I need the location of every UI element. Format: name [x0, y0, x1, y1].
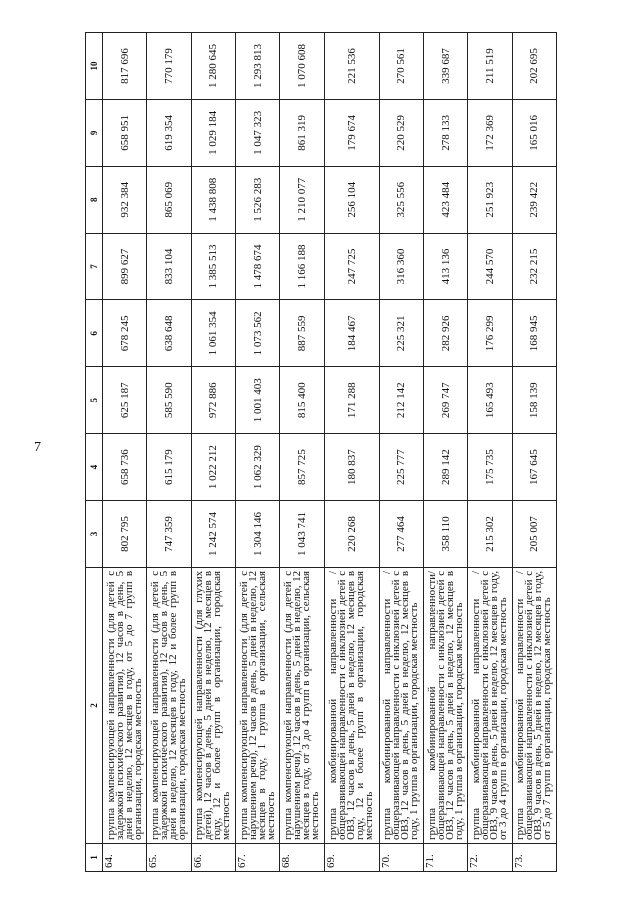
value-cell: 1 210 077 — [280, 166, 324, 233]
value-cell: 211 519 — [468, 33, 512, 100]
column-header: 10 — [86, 33, 103, 100]
row-description: группа компенсирующей направленности (для детей с задержкой психического развития), 12 часов в день, 5 дней в неделю, 12 месяцев в году, от 5 до 7 групп в организации, городская местность — [103, 567, 147, 843]
value-cell: 220 268 — [324, 501, 379, 568]
value-cell: 1 526 283 — [235, 166, 279, 233]
value-cell: 278 133 — [423, 99, 467, 166]
row-number: 65. — [147, 843, 191, 871]
table-row — [191, 33, 235, 872]
value-cell: 1 047 323 — [235, 99, 279, 166]
value-cell: 1 029 184 — [191, 99, 235, 166]
value-cell: 972 886 — [191, 367, 235, 434]
value-cell: 678 245 — [103, 300, 147, 367]
value-cell: 1 061 354 — [191, 300, 235, 367]
page-number: 7 — [34, 440, 41, 455]
value-cell: 215 302 — [468, 501, 512, 568]
cost-table — [85, 32, 557, 872]
value-cell: 168 945 — [512, 300, 556, 367]
value-cell: 167 645 — [512, 434, 556, 501]
value-cell: 220 529 — [379, 99, 423, 166]
table-header-row — [86, 33, 103, 872]
column-header: 7 — [86, 233, 103, 300]
value-cell: 165 493 — [468, 367, 512, 434]
row-number: 64. — [103, 843, 147, 871]
row-number: 69. — [324, 843, 379, 871]
value-cell: 585 590 — [147, 367, 191, 434]
table-row — [103, 33, 147, 872]
rotated-table-container — [85, 32, 557, 872]
row-number: 68. — [280, 843, 324, 871]
value-cell: 239 422 — [512, 166, 556, 233]
value-cell: 247 725 — [324, 233, 379, 300]
value-cell: 423 484 — [423, 166, 467, 233]
value-cell: 1 478 674 — [235, 233, 279, 300]
row-description: группа комбинированной направленности / общеразвивающей направленности с инклюзией детей с ОВЗ, 9 часов в день, 5 дней в неделю, 12 месяцев в году, от 3 до 4 групп в организации, городская местность — [468, 567, 512, 843]
value-cell: 225 777 — [379, 434, 423, 501]
value-cell: 747 359 — [147, 501, 191, 568]
column-header: 9 — [86, 99, 103, 166]
value-cell: 802 795 — [103, 501, 147, 568]
value-cell: 638 648 — [147, 300, 191, 367]
row-number: 71. — [423, 843, 467, 871]
value-cell: 817 696 — [103, 33, 147, 100]
column-header: 8 — [86, 166, 103, 233]
value-cell: 158 139 — [512, 367, 556, 434]
value-cell: 270 561 — [379, 33, 423, 100]
value-cell: 232 215 — [512, 233, 556, 300]
value-cell: 316 360 — [379, 233, 423, 300]
value-cell: 172 369 — [468, 99, 512, 166]
value-cell: 269 747 — [423, 367, 467, 434]
row-number: 72. — [468, 843, 512, 871]
row-description: группа компенсирующей направленности (для детей с задержкой психического развития), 12 часов в день, 5 дней в неделю, 12 месяцев в году, 12 и более групп в организации, городская местность — [147, 567, 191, 843]
value-cell: 1 293 813 — [235, 33, 279, 100]
row-description: группа комбинированной направленности / общеразвивающей направленности с инклюзией детей с ОВЗ, 12 часов в день, 5 дней в неделю, 12 месяцев в году, 12 и более групп в организации, городская местность — [324, 567, 379, 843]
value-cell: 221 536 — [324, 33, 379, 100]
value-cell: 1 001 403 — [235, 367, 279, 434]
row-description: группа комбинированной направленности/ общеразвивающей направленности с инклюзией детей с ОВЗ, 12 часов в день, 5 дней в неделю, 12 месяцев в году, 1 группа в организации, городская местность — [423, 567, 467, 843]
table-row — [423, 33, 467, 872]
value-cell: 282 926 — [423, 300, 467, 367]
value-cell: 171 288 — [324, 367, 379, 434]
table-row — [147, 33, 191, 872]
value-cell: 1 385 513 — [191, 233, 235, 300]
value-cell: 358 110 — [423, 501, 467, 568]
value-cell: 205 007 — [512, 501, 556, 568]
row-number: 70. — [379, 843, 423, 871]
table-row — [324, 33, 379, 872]
value-cell: 179 674 — [324, 99, 379, 166]
row-number: 67. — [235, 843, 279, 871]
value-cell: 833 104 — [147, 233, 191, 300]
value-cell: 1 242 574 — [191, 501, 235, 568]
row-description: группа компенсирующей направленности (для глухих детей), 12 часов в день, 5 дней в неделю, 12 месяцев в году, 12 и более групп в организации, городская местность — [191, 567, 235, 843]
value-cell: 165 016 — [512, 99, 556, 166]
value-cell: 658 951 — [103, 99, 147, 166]
row-description: группа компенсирующей направленности (для детей с нарушением речи), 12 часов в день, 5 дней в неделю, 12 месяцев в году, от 3 до 4 групп в организации, сельская местность — [280, 567, 324, 843]
value-cell: 244 570 — [468, 233, 512, 300]
column-header: 2 — [86, 567, 103, 843]
value-cell: 865 069 — [147, 166, 191, 233]
value-cell: 1 022 212 — [191, 434, 235, 501]
table-row — [468, 33, 512, 872]
value-cell: 277 464 — [379, 501, 423, 568]
value-cell: 1 304 146 — [235, 501, 279, 568]
value-cell: 256 104 — [324, 166, 379, 233]
value-cell: 202 695 — [512, 33, 556, 100]
value-cell: 932 384 — [103, 166, 147, 233]
value-cell: 861 319 — [280, 99, 324, 166]
row-description: группа комбинированной направленности / общеразвивающей направленности с инклюзией детей с ОВЗ, 9 часов в день, 5 дней в неделю, 12 месяцев в году, от 5 до 7 групп в организации, городская местность — [512, 567, 556, 843]
column-header: 3 — [86, 501, 103, 568]
value-cell: 1 280 645 — [191, 33, 235, 100]
value-cell: 251 923 — [468, 166, 512, 233]
row-description: группа комбинированной направленности / общеразвивающей направленности с инклюзией детей с ОВЗ, 12 часов в день, 5 дней в неделю, 12 месяцев в году, 1 группа в организации, городская местность — [379, 567, 423, 843]
value-cell: 1 062 329 — [235, 434, 279, 501]
value-cell: 619 354 — [147, 99, 191, 166]
table-row — [235, 33, 279, 872]
value-cell: 413 136 — [423, 233, 467, 300]
row-description: группа компенсирующей направленности (для детей с нарушением речи), 12 часов в день, 5 дней в неделю, 12 месяцев в году, 1 группа в организации, сельская местность — [235, 567, 279, 843]
value-cell: 625 187 — [103, 367, 147, 434]
column-header: 4 — [86, 434, 103, 501]
value-cell: 175 735 — [468, 434, 512, 501]
column-header: 1 — [86, 843, 103, 871]
table-row — [379, 33, 423, 872]
value-cell: 184 467 — [324, 300, 379, 367]
value-cell: 180 837 — [324, 434, 379, 501]
value-cell: 770 179 — [147, 33, 191, 100]
column-header: 6 — [86, 300, 103, 367]
table-row — [280, 33, 324, 872]
row-number: 66. — [191, 843, 235, 871]
table-row — [512, 33, 556, 872]
value-cell: 815 400 — [280, 367, 324, 434]
value-cell: 1 166 188 — [280, 233, 324, 300]
value-cell: 1 070 608 — [280, 33, 324, 100]
value-cell: 225 321 — [379, 300, 423, 367]
value-cell: 289 142 — [423, 434, 467, 501]
value-cell: 887 559 — [280, 300, 324, 367]
value-cell: 325 556 — [379, 166, 423, 233]
value-cell: 1 043 741 — [280, 501, 324, 568]
value-cell: 1 073 562 — [235, 300, 279, 367]
value-cell: 176 299 — [468, 300, 512, 367]
value-cell: 1 438 808 — [191, 166, 235, 233]
value-cell: 339 687 — [423, 33, 467, 100]
row-number: 73. — [512, 843, 556, 871]
value-cell: 658 736 — [103, 434, 147, 501]
value-cell: 857 725 — [280, 434, 324, 501]
value-cell: 615 179 — [147, 434, 191, 501]
value-cell: 899 627 — [103, 233, 147, 300]
value-cell: 212 142 — [379, 367, 423, 434]
column-header: 5 — [86, 367, 103, 434]
